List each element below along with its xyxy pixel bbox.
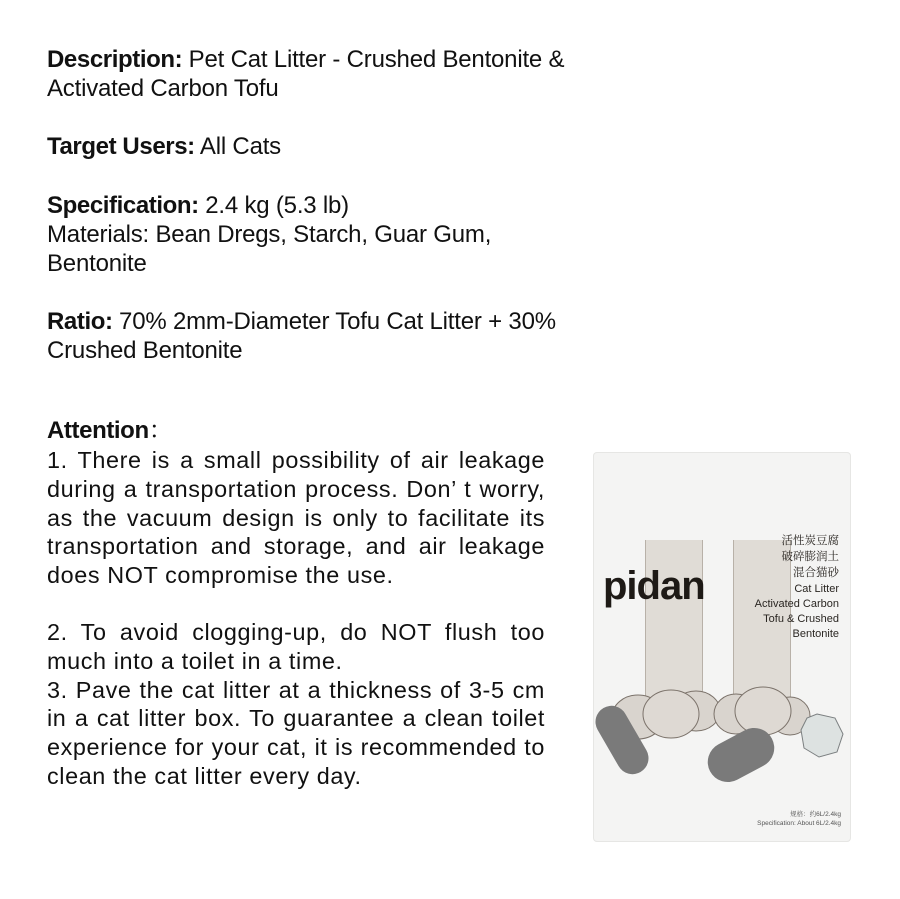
- en-line-4: Bentonite: [792, 628, 839, 640]
- ratio-value: 70% 2mm-Diameter Tofu Cat Litter + 30% Crushed Bentonite: [47, 308, 556, 364]
- target-users-text: [47, 132, 567, 161]
- attention-item-2: 2. To avoid clogging-up, do NOT flush too much into a toilet in a time.: [47, 618, 545, 674]
- attention-label: Attention: [47, 417, 149, 444]
- product-package-image: [593, 452, 851, 842]
- specification-value: 2.4 kg (5.3 lb): [198, 192, 349, 219]
- attention-item-1: 1. There is a small possibility of air leakage during a transportation process. Don’ t worry, as the vacuum design is only to facilitate its transportation and storage, and air leakage does NOT compromise the use.: [47, 447, 545, 589]
- package-english-name: [729, 582, 839, 642]
- target-users-value: All Cats: [194, 133, 281, 160]
- spec-en: Specification: About 6L/2.4kg: [757, 820, 841, 827]
- brand-logo: pidan: [603, 564, 705, 608]
- spec-cn: 规格：约6L/2.4kg: [790, 811, 841, 818]
- ratio-label: Ratio:: [47, 308, 113, 335]
- package-chinese-name: [759, 532, 839, 580]
- en-line-2: Activated Carbon: [754, 598, 839, 610]
- cn-line-3: 混合猫砂: [793, 565, 839, 579]
- materials-text: Materials: Bean Dregs, Starch, Guar Gum, Bentonite: [47, 221, 492, 277]
- specification-text: [47, 191, 567, 278]
- cn-line-1: 活性炭豆腐: [781, 533, 839, 547]
- package-spec: [701, 810, 841, 828]
- description-label: Description:: [47, 46, 183, 73]
- attention-item-3: 3. Pave the cat litter at a thickness of 3-5 cm in a cat litter box. To guarantee a clean toilet experience for your cat, it is recommended to clean the cat litter every day.: [47, 676, 545, 789]
- attention-list: [47, 446, 545, 791]
- description-value: Pet Cat Litter - Crushed Bentonite & Activated Carbon Tofu: [47, 46, 565, 102]
- specification-label: Specification:: [47, 192, 199, 219]
- en-line-1: Cat Litter: [794, 583, 839, 595]
- attention-heading: [47, 416, 173, 445]
- description-text: [47, 45, 567, 103]
- en-line-3: Tofu & Crushed: [763, 613, 839, 625]
- cn-line-2: 破碎膨润土: [781, 549, 839, 563]
- litter-graphic-icon: [593, 452, 851, 842]
- ratio-text: [47, 307, 567, 365]
- target-users-label: Target Users:: [47, 133, 195, 160]
- attention-colon: ：: [148, 417, 173, 444]
